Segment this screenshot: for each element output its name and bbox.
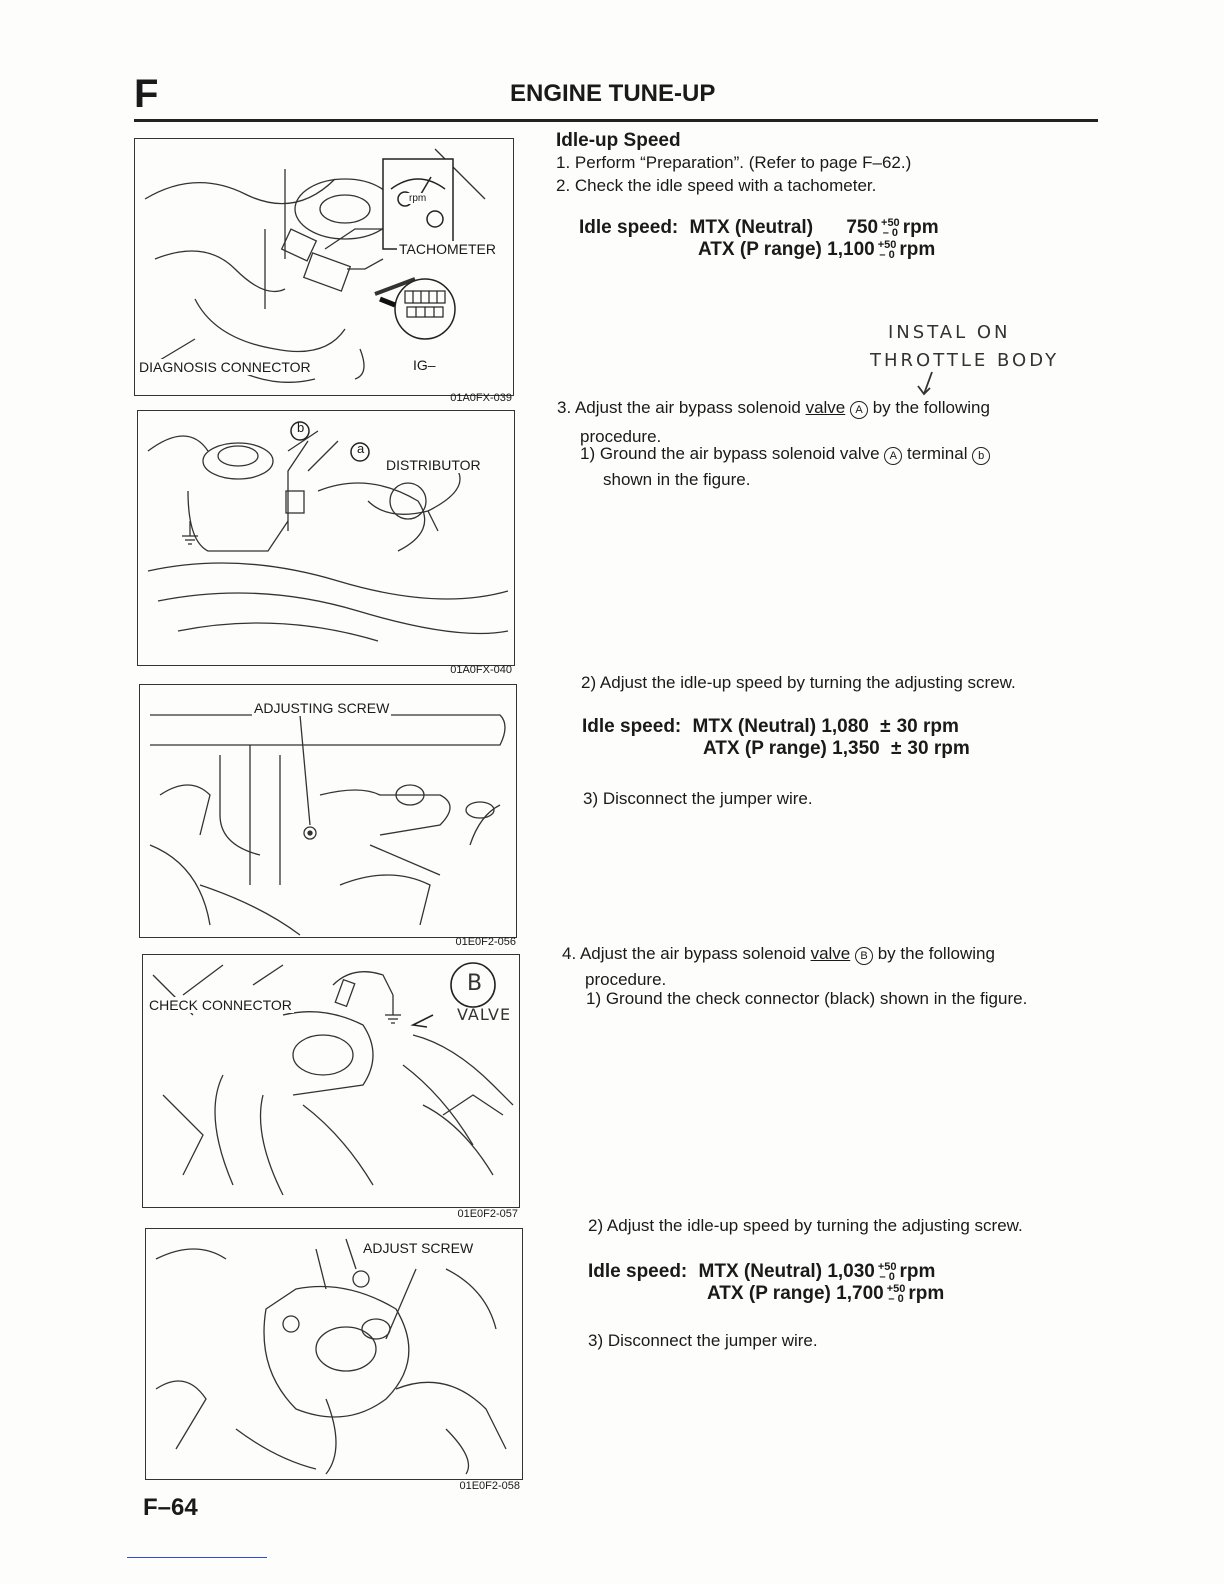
spec-unit: rpm — [933, 738, 970, 759]
spec-unit: rpm — [899, 239, 936, 260]
idle-spec-1 — [579, 217, 1099, 239]
tolerance: +50 – 0 — [886, 1282, 906, 1305]
figure-check-connector-drawing — [143, 955, 519, 1207]
handwritten-note-line-1: INSTAL ON — [888, 322, 1011, 343]
handwritten-b-label: B — [467, 971, 486, 996]
section-letter: F — [134, 72, 159, 116]
step-3-3: 3) Disconnect the jumper wire. — [583, 789, 813, 808]
spec-value: 1,700 — [836, 1283, 884, 1304]
plus-minus: ± — [890, 738, 902, 759]
spec-unit: rpm — [899, 1261, 936, 1282]
step-2: 2. Check the idle speed with a tachometer. — [556, 176, 877, 195]
spec-mode: ATX (P range) — [707, 1283, 831, 1304]
spec-mode: MTX (Neutral) — [689, 217, 814, 238]
figure-distributor — [137, 410, 515, 666]
spec-label: Idle speed: — [588, 1261, 688, 1282]
idle-spec-1-row2 — [698, 239, 935, 261]
step-3-2: 2) Adjust the idle-up speed by turning the adjusting screw. — [581, 673, 1016, 692]
spec-value: 1,080 — [821, 716, 869, 737]
step-3-1: 1) Ground the air bypass solenoid valve A terminal b — [580, 443, 1100, 465]
ig-label: IG– — [413, 357, 436, 373]
figure-adjust-screw-drawing — [146, 1229, 522, 1479]
figure-code: 01A0FX-039 — [450, 392, 512, 404]
figure-distributor-drawing — [138, 411, 514, 665]
step-3-1-cont: shown in the figure. — [603, 470, 751, 489]
figure-tachometer-drawing — [135, 139, 513, 395]
spec-value: 750 — [846, 217, 879, 238]
step-3-procedure: procedure. — [580, 427, 662, 446]
check-connector-label: CHECK CONNECTOR — [149, 997, 292, 1013]
figure-code: 01E0F2-056 — [455, 936, 516, 948]
idle-spec-3 — [588, 1261, 1108, 1283]
spec-unit: rpm — [923, 716, 959, 737]
b-terminal-label: b — [297, 420, 305, 435]
spec-mode: ATX (P range) — [698, 239, 822, 260]
figure-adjust-screw — [145, 1228, 523, 1480]
circled-b: b — [972, 447, 990, 465]
valve-underlined: valve — [805, 398, 846, 417]
spec-value: 1,100 — [827, 239, 875, 260]
tolerance: +50 – 0 — [881, 216, 900, 239]
header-rule — [134, 119, 1098, 122]
page-title: ENGINE TUNE-UP — [510, 80, 716, 107]
rpm-label: rpm — [409, 193, 427, 204]
figure-code: 01A0FX-040 — [450, 664, 512, 676]
circled-a: A — [884, 447, 902, 465]
handwritten-valve-label: VALVE — [457, 1005, 512, 1024]
section-heading: Idle-up Speed — [556, 130, 681, 151]
tolerance: +50 – 0 — [877, 238, 897, 261]
figure-code: 01E0F2-058 — [459, 1480, 520, 1492]
spec-unit: rpm — [902, 217, 939, 238]
idle-spec-3-row2 — [707, 1283, 944, 1305]
step-4-3: 3) Disconnect the jumper wire. — [588, 1331, 818, 1350]
figure-code: 01E0F2-057 — [457, 1208, 518, 1220]
spec-mode: MTX (Neutral) — [698, 1261, 823, 1282]
spec-mode: MTX (Neutral) — [692, 716, 817, 737]
spec-unit: rpm — [908, 1283, 945, 1304]
idle-spec-2: Idle speed: MTX (Neutral) 1,080 ± 30 rpm — [582, 716, 959, 737]
page-number: F–64 — [143, 1494, 198, 1521]
step-4-1: 1) Ground the check connector (black) shown in the figure. — [586, 989, 1028, 1008]
figure-tachometer — [134, 138, 514, 396]
step-3: 3. Adjust the air bypass solenoid valve A by the following — [557, 398, 990, 417]
adjust-screw-label: ADJUST SCREW — [363, 1240, 474, 1256]
step-4-procedure: procedure. — [585, 970, 667, 989]
figure-adjusting-screw-drawing — [140, 685, 516, 937]
spec-value: 1,350 — [832, 738, 880, 759]
step-4: 4. Adjust the air bypass solenoid valve B by the following — [562, 944, 995, 963]
tachometer-label: TACHOMETER — [399, 241, 496, 257]
distributor-label: DISTRIBUTOR — [386, 457, 481, 473]
circled-b: B — [855, 947, 873, 965]
spec-label: Idle speed: — [582, 716, 682, 737]
a-valve-label: a — [357, 441, 365, 456]
tolerance: +50 – 0 — [877, 1260, 897, 1283]
step-1: 1. Perform “Preparation”. (Refer to page F–62.) — [556, 153, 912, 172]
adjusting-screw-label: ADJUSTING SCREW — [254, 700, 390, 716]
footer-link-line — [127, 1557, 267, 1558]
figure-adjusting-screw — [139, 684, 517, 938]
plus-minus: ± — [880, 716, 891, 737]
spec-value: 1,030 — [827, 1261, 875, 1282]
circled-a: A — [850, 401, 868, 419]
spec-label: Idle speed: — [579, 217, 679, 238]
handwritten-note-line-2: THROTTLE BODY — [870, 350, 1060, 371]
figure-check-connector — [142, 954, 520, 1208]
handwritten-arrow-icon — [914, 370, 944, 400]
step-4-2: 2) Adjust the idle-up speed by turning the adjusting screw. — [588, 1216, 1023, 1235]
spec-mode: ATX (P range) — [703, 738, 827, 759]
valve-underlined: valve — [810, 944, 851, 963]
diagnosis-connector-label: DIAGNOSIS CONNECTOR — [139, 359, 311, 375]
idle-spec-2-row2: ATX (P range) 1,350 ± 30 rpm — [703, 738, 970, 759]
